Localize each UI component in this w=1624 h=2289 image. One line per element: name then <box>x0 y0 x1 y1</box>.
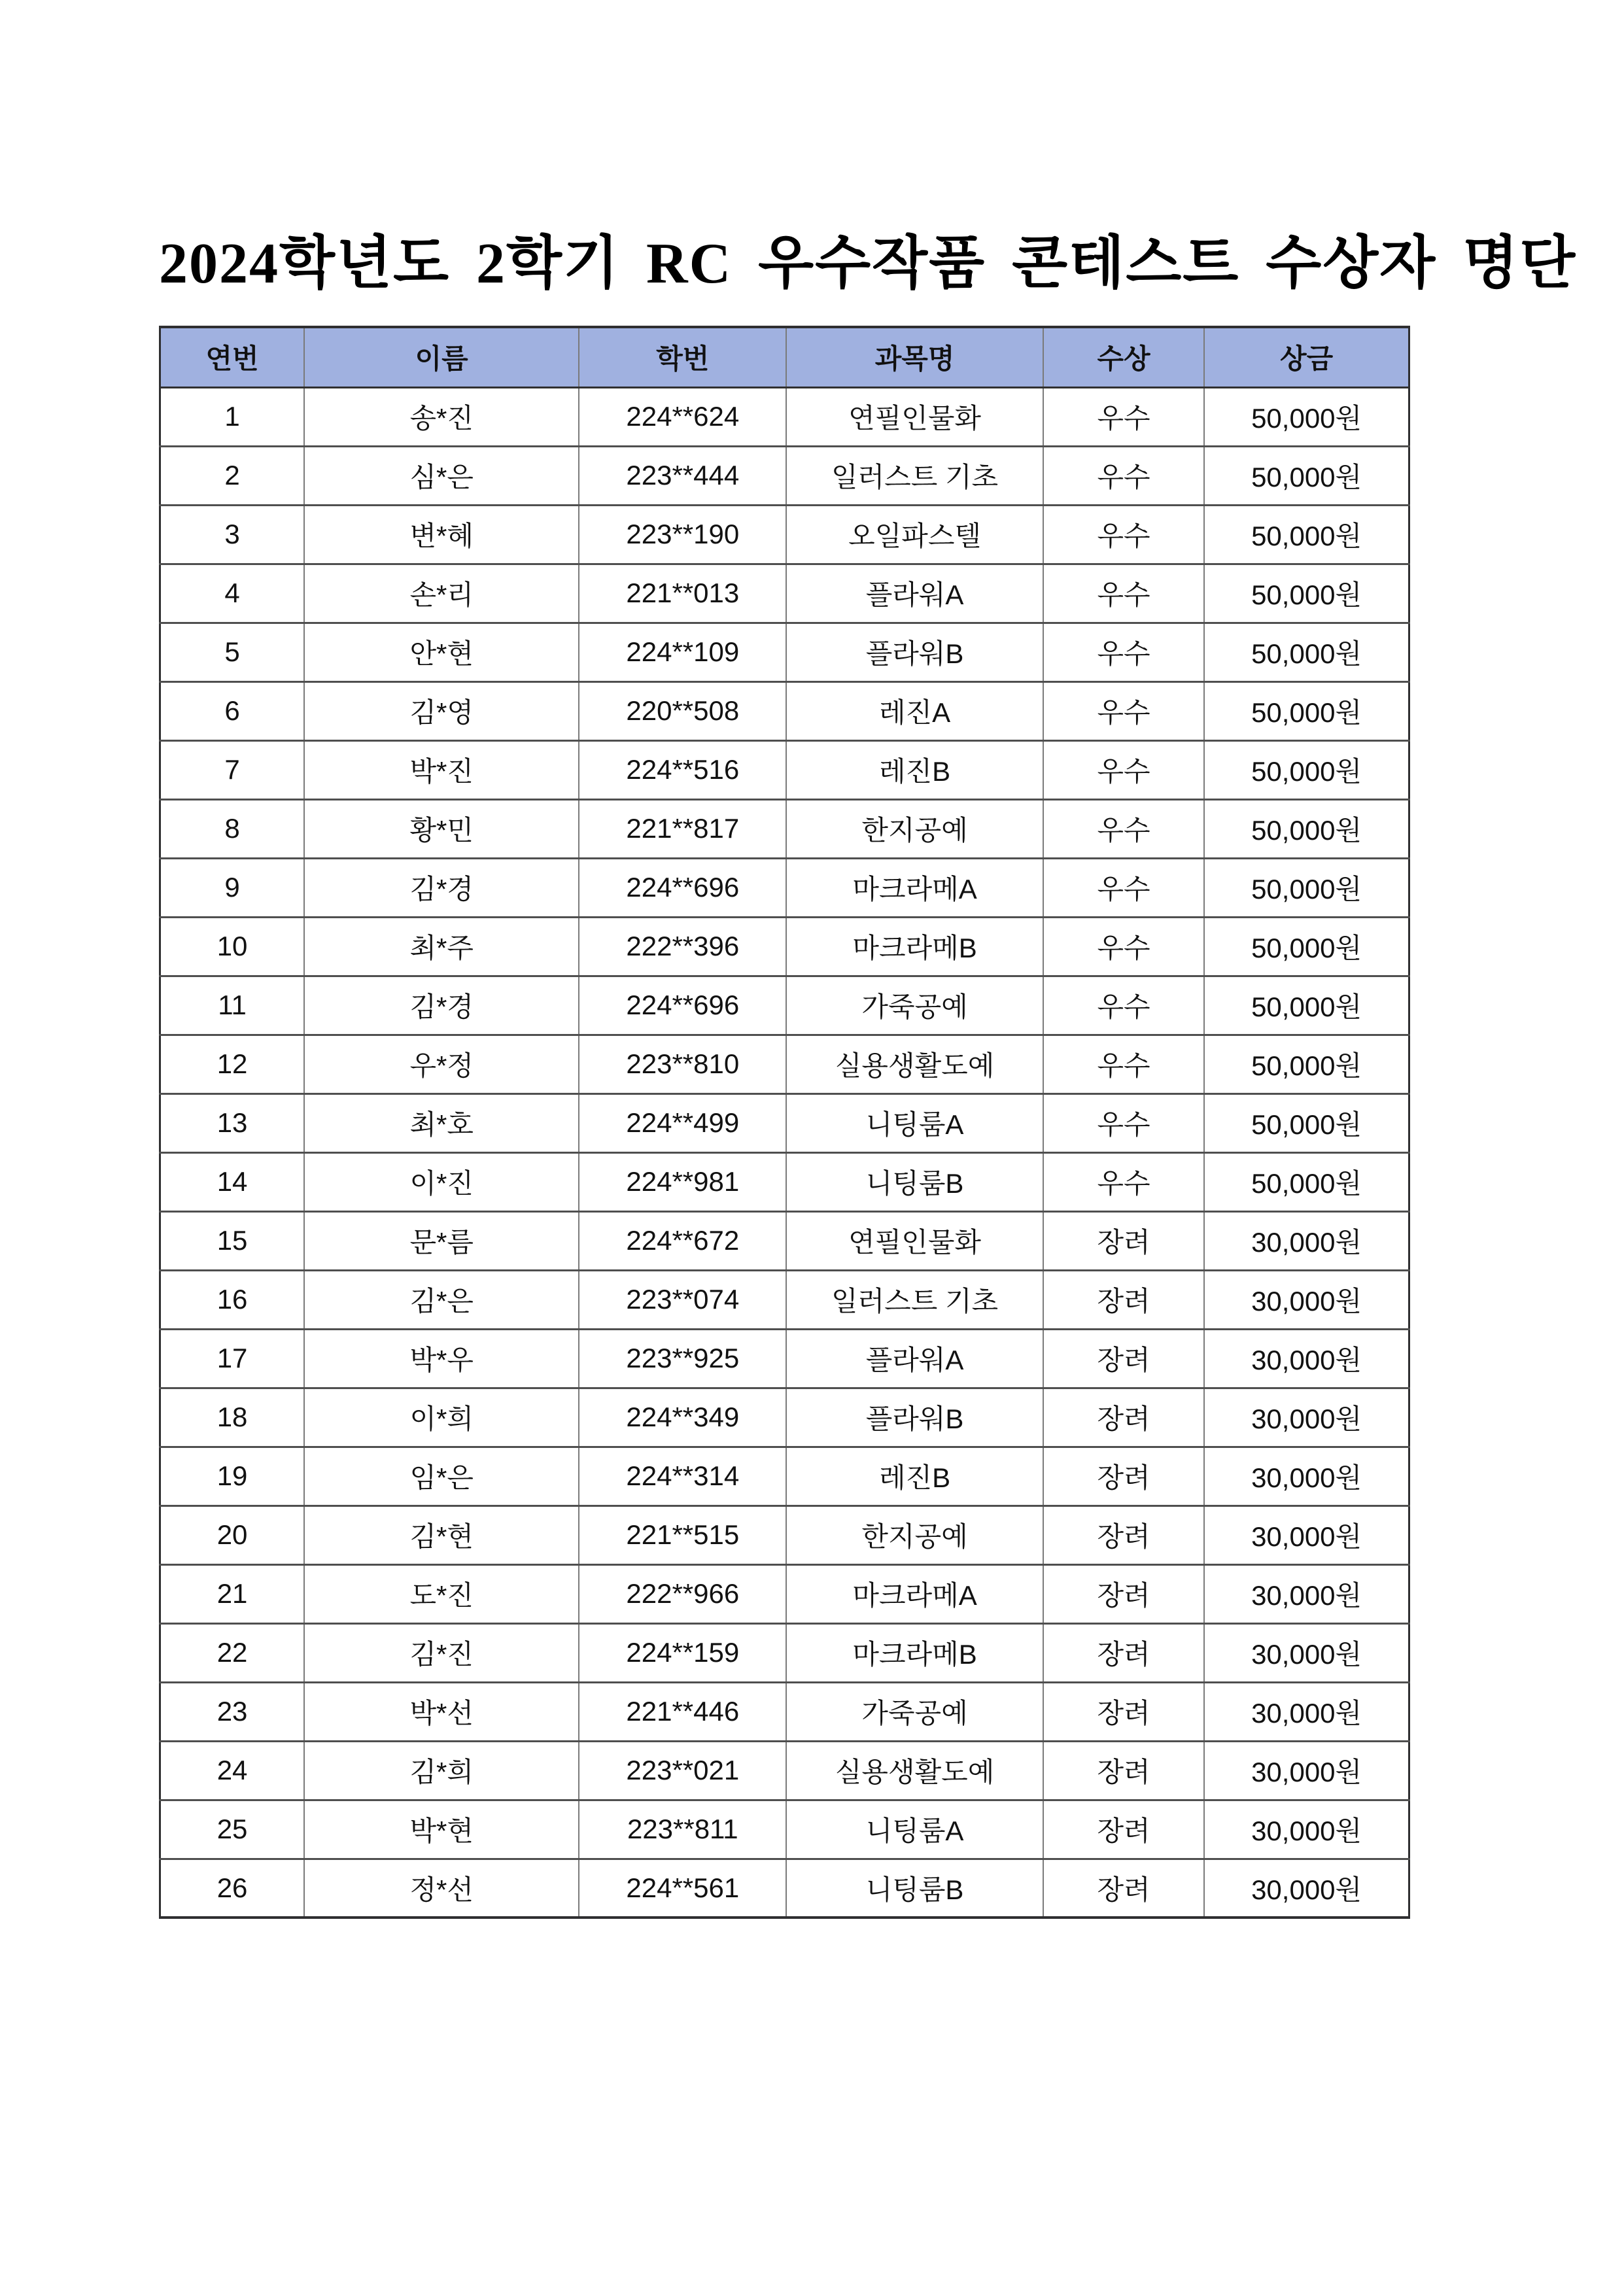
cell-no: 24 <box>160 1741 305 1800</box>
cell-course: 일러스트 기초 <box>786 1270 1043 1329</box>
cell-course: 니팅룸A <box>786 1093 1043 1152</box>
cell-no: 15 <box>160 1211 305 1270</box>
cell-no: 16 <box>160 1270 305 1329</box>
table-row <box>160 564 1409 623</box>
column-header-course: 과목명 <box>786 327 1043 387</box>
cell-course: 한지공예 <box>786 1506 1043 1564</box>
cell-no: 10 <box>160 917 305 976</box>
cell-prize: 50,000원 <box>1204 976 1409 1035</box>
table-row <box>160 1741 1409 1800</box>
table-row <box>160 446 1409 505</box>
table-row <box>160 1682 1409 1741</box>
table-row <box>160 623 1409 681</box>
cell-prize: 50,000원 <box>1204 681 1409 740</box>
cell-no: 11 <box>160 976 305 1035</box>
cell-course: 레진B <box>786 740 1043 799</box>
cell-course: 플라워A <box>786 564 1043 623</box>
cell-prize: 50,000원 <box>1204 446 1409 505</box>
cell-prize: 30,000원 <box>1204 1800 1409 1859</box>
cell-name: 안*현 <box>304 623 579 681</box>
cell-student_id: 223**074 <box>579 1270 786 1329</box>
cell-award: 장려 <box>1043 1623 1204 1682</box>
cell-name: 우*정 <box>304 1035 579 1093</box>
cell-no: 8 <box>160 799 305 858</box>
cell-no: 22 <box>160 1623 305 1682</box>
cell-award: 우수 <box>1043 799 1204 858</box>
cell-no: 20 <box>160 1506 305 1564</box>
cell-student_id: 223**444 <box>579 446 786 505</box>
cell-no: 7 <box>160 740 305 799</box>
cell-name: 심*은 <box>304 446 579 505</box>
table-row <box>160 1329 1409 1388</box>
cell-prize: 50,000원 <box>1204 740 1409 799</box>
table-row <box>160 505 1409 564</box>
cell-course: 플라워B <box>786 1388 1043 1447</box>
cell-course: 마크라메A <box>786 1564 1043 1623</box>
column-header-student_id: 학번 <box>579 327 786 387</box>
cell-course: 연필인물화 <box>786 1211 1043 1270</box>
cell-prize: 50,000원 <box>1204 799 1409 858</box>
cell-student_id: 222**396 <box>579 917 786 976</box>
cell-no: 3 <box>160 505 305 564</box>
cell-award: 장려 <box>1043 1270 1204 1329</box>
cell-course: 플라워A <box>786 1329 1043 1388</box>
cell-award: 장려 <box>1043 1506 1204 1564</box>
cell-award: 장려 <box>1043 1564 1204 1623</box>
cell-course: 실용생활도예 <box>786 1741 1043 1800</box>
cell-no: 17 <box>160 1329 305 1388</box>
cell-award: 우수 <box>1043 917 1204 976</box>
cell-course: 마크라메A <box>786 858 1043 917</box>
cell-student_id: 221**515 <box>579 1506 786 1564</box>
cell-name: 김*진 <box>304 1623 579 1682</box>
cell-name: 변*혜 <box>304 505 579 564</box>
cell-no: 21 <box>160 1564 305 1623</box>
table-row <box>160 1211 1409 1270</box>
cell-prize: 30,000원 <box>1204 1211 1409 1270</box>
cell-student_id: 224**159 <box>579 1623 786 1682</box>
cell-award: 우수 <box>1043 740 1204 799</box>
cell-name: 김*경 <box>304 858 579 917</box>
cell-prize: 50,000원 <box>1204 858 1409 917</box>
cell-course: 연필인물화 <box>786 387 1043 446</box>
cell-prize: 50,000원 <box>1204 1035 1409 1093</box>
table-row <box>160 1859 1409 1918</box>
cell-name: 손*리 <box>304 564 579 623</box>
cell-name: 송*진 <box>304 387 579 446</box>
cell-prize: 50,000원 <box>1204 505 1409 564</box>
cell-prize: 30,000원 <box>1204 1859 1409 1918</box>
table-row <box>160 1506 1409 1564</box>
cell-name: 박*진 <box>304 740 579 799</box>
cell-student_id: 221**013 <box>579 564 786 623</box>
cell-no: 2 <box>160 446 305 505</box>
cell-award: 우수 <box>1043 623 1204 681</box>
cell-course: 실용생활도예 <box>786 1035 1043 1093</box>
cell-student_id: 223**810 <box>579 1035 786 1093</box>
cell-prize: 50,000원 <box>1204 1093 1409 1152</box>
cell-student_id: 222**966 <box>579 1564 786 1623</box>
cell-course: 가죽공예 <box>786 1682 1043 1741</box>
cell-award: 장려 <box>1043 1447 1204 1506</box>
cell-no: 14 <box>160 1152 305 1211</box>
cell-name: 황*민 <box>304 799 579 858</box>
cell-no: 19 <box>160 1447 305 1506</box>
cell-student_id: 223**925 <box>579 1329 786 1388</box>
cell-course: 가죽공예 <box>786 976 1043 1035</box>
cell-name: 이*희 <box>304 1388 579 1447</box>
cell-no: 5 <box>160 623 305 681</box>
cell-course: 오일파스텔 <box>786 505 1043 564</box>
cell-student_id: 223**190 <box>579 505 786 564</box>
cell-course: 니팅룸B <box>786 1859 1043 1918</box>
cell-student_id: 224**981 <box>579 1152 786 1211</box>
cell-name: 김*은 <box>304 1270 579 1329</box>
cell-no: 18 <box>160 1388 305 1447</box>
cell-prize: 30,000원 <box>1204 1329 1409 1388</box>
cell-award: 장려 <box>1043 1800 1204 1859</box>
table-row <box>160 1093 1409 1152</box>
table-row <box>160 1447 1409 1506</box>
cell-prize: 30,000원 <box>1204 1741 1409 1800</box>
cell-student_id: 221**817 <box>579 799 786 858</box>
table-body <box>160 387 1409 1918</box>
table-row <box>160 858 1409 917</box>
column-header-name: 이름 <box>304 327 579 387</box>
cell-award: 장려 <box>1043 1329 1204 1388</box>
cell-student_id: 224**624 <box>579 387 786 446</box>
cell-prize: 30,000원 <box>1204 1388 1409 1447</box>
cell-student_id: 224**109 <box>579 623 786 681</box>
cell-award: 우수 <box>1043 976 1204 1035</box>
cell-course: 마크라메B <box>786 1623 1043 1682</box>
cell-award: 우수 <box>1043 1093 1204 1152</box>
table-row <box>160 1564 1409 1623</box>
table-row <box>160 917 1409 976</box>
cell-name: 박*선 <box>304 1682 579 1741</box>
cell-no: 23 <box>160 1682 305 1741</box>
cell-award: 우수 <box>1043 505 1204 564</box>
cell-award: 장려 <box>1043 1741 1204 1800</box>
cell-name: 문*름 <box>304 1211 579 1270</box>
column-header-no: 연번 <box>160 327 305 387</box>
column-header-award: 수상 <box>1043 327 1204 387</box>
cell-name: 김*영 <box>304 681 579 740</box>
cell-name: 김*경 <box>304 976 579 1035</box>
cell-name: 최*주 <box>304 917 579 976</box>
cell-prize: 30,000원 <box>1204 1447 1409 1506</box>
cell-no: 4 <box>160 564 305 623</box>
cell-name: 김*희 <box>304 1741 579 1800</box>
cell-prize: 30,000원 <box>1204 1270 1409 1329</box>
cell-student_id: 224**314 <box>579 1447 786 1506</box>
cell-name: 이*진 <box>304 1152 579 1211</box>
cell-award: 장려 <box>1043 1859 1204 1918</box>
cell-award: 장려 <box>1043 1388 1204 1447</box>
cell-course: 일러스트 기초 <box>786 446 1043 505</box>
table-head <box>160 327 1409 387</box>
cell-name: 도*진 <box>304 1564 579 1623</box>
cell-award: 우수 <box>1043 681 1204 740</box>
cell-course: 마크라메B <box>786 917 1043 976</box>
cell-student_id: 224**672 <box>579 1211 786 1270</box>
table-header-row <box>160 327 1409 387</box>
table-row <box>160 1152 1409 1211</box>
cell-award: 우수 <box>1043 446 1204 505</box>
cell-student_id: 220**508 <box>579 681 786 740</box>
cell-award: 우수 <box>1043 1152 1204 1211</box>
cell-no: 9 <box>160 858 305 917</box>
cell-student_id: 224**561 <box>579 1859 786 1918</box>
cell-name: 임*은 <box>304 1447 579 1506</box>
cell-award: 장려 <box>1043 1211 1204 1270</box>
cell-award: 우수 <box>1043 564 1204 623</box>
cell-no: 25 <box>160 1800 305 1859</box>
table-row <box>160 1800 1409 1859</box>
cell-prize: 30,000원 <box>1204 1564 1409 1623</box>
cell-student_id: 223**811 <box>579 1800 786 1859</box>
column-header-prize: 상금 <box>1204 327 1409 387</box>
cell-name: 최*호 <box>304 1093 579 1152</box>
table-row <box>160 799 1409 858</box>
cell-name: 박*현 <box>304 1800 579 1859</box>
cell-name: 박*우 <box>304 1329 579 1388</box>
cell-no: 12 <box>160 1035 305 1093</box>
cell-course: 레진A <box>786 681 1043 740</box>
cell-no: 1 <box>160 387 305 446</box>
cell-student_id: 224**696 <box>579 976 786 1035</box>
cell-no: 13 <box>160 1093 305 1152</box>
cell-prize: 30,000원 <box>1204 1506 1409 1564</box>
cell-no: 6 <box>160 681 305 740</box>
table-row <box>160 1623 1409 1682</box>
cell-prize: 30,000원 <box>1204 1623 1409 1682</box>
cell-course: 한지공예 <box>786 799 1043 858</box>
cell-prize: 50,000원 <box>1204 387 1409 446</box>
table-row <box>160 1270 1409 1329</box>
cell-course: 플라워B <box>786 623 1043 681</box>
awards-table <box>159 326 1410 1919</box>
cell-student_id: 224**696 <box>579 858 786 917</box>
cell-student_id: 224**499 <box>579 1093 786 1152</box>
table-row <box>160 1035 1409 1093</box>
cell-award: 우수 <box>1043 387 1204 446</box>
cell-no: 26 <box>160 1859 305 1918</box>
cell-course: 니팅룸A <box>786 1800 1043 1859</box>
cell-prize: 50,000원 <box>1204 1152 1409 1211</box>
cell-prize: 50,000원 <box>1204 917 1409 976</box>
cell-student_id: 223**021 <box>579 1741 786 1800</box>
cell-student_id: 221**446 <box>579 1682 786 1741</box>
cell-name: 정*선 <box>304 1859 579 1918</box>
cell-name: 김*현 <box>304 1506 579 1564</box>
table-row <box>160 387 1409 446</box>
table-row <box>160 681 1409 740</box>
cell-award: 장려 <box>1043 1682 1204 1741</box>
cell-prize: 50,000원 <box>1204 623 1409 681</box>
table-row <box>160 976 1409 1035</box>
cell-award: 우수 <box>1043 1035 1204 1093</box>
cell-course: 니팅룸B <box>786 1152 1043 1211</box>
page-title: 2024학년도 2학기 RC 우수작품 콘테스트 수상자 명단 <box>159 232 1577 296</box>
cell-student_id: 224**349 <box>579 1388 786 1447</box>
cell-award: 우수 <box>1043 858 1204 917</box>
cell-prize: 30,000원 <box>1204 1682 1409 1741</box>
table-row <box>160 740 1409 799</box>
cell-course: 레진B <box>786 1447 1043 1506</box>
cell-prize: 50,000원 <box>1204 564 1409 623</box>
table-row <box>160 1388 1409 1447</box>
cell-student_id: 224**516 <box>579 740 786 799</box>
